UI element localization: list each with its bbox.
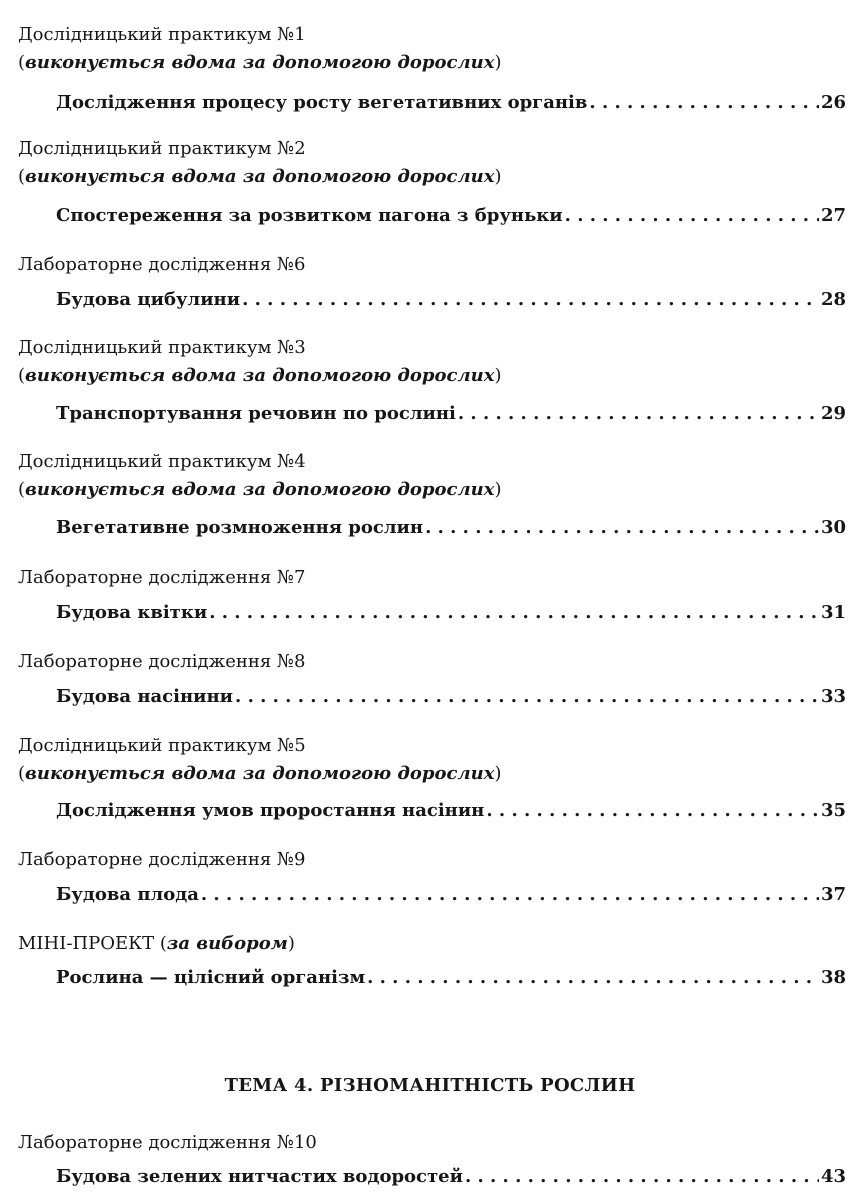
toc-entry[interactable] (56, 288, 846, 312)
paren-open: ( (18, 763, 26, 784)
toc-entry-page: 37 (820, 884, 846, 905)
toc-note-practicum-3 (18, 364, 846, 388)
toc-note-practicum-5 (18, 762, 846, 786)
toc-heading-practicum-4: Дослідницький практикум №4 (18, 451, 306, 472)
toc-entry-title: Рослина — цілісний організм (56, 967, 366, 988)
toc-entry[interactable] (56, 966, 846, 990)
dot-leader (367, 966, 819, 990)
paren-close: ) (287, 933, 295, 954)
paren-close: ) (494, 166, 502, 187)
toc-entry-title: Будова цибулини (56, 289, 241, 310)
toc-entry[interactable] (56, 516, 846, 540)
toc-entry[interactable] (56, 1165, 846, 1189)
toc-entry[interactable] (56, 685, 846, 709)
toc-entry-title: Спостереження за розвитком пагона з бруньки (56, 205, 563, 226)
paren-close: ) (494, 763, 502, 784)
paren-open: ( (159, 933, 167, 954)
dot-leader (486, 799, 819, 823)
toc-entry-title: Транспортування речовин по рослині (56, 403, 456, 424)
dot-leader (235, 685, 819, 709)
dot-leader (201, 883, 819, 907)
toc-note-text: виконується вдома за допомогою дорослих (25, 763, 495, 784)
toc-note-practicum-2 (18, 165, 846, 189)
toc-entry-title: Дослідження процесу росту вегетативних органів (56, 92, 588, 113)
paren-close: ) (494, 479, 502, 500)
toc-heading-lab-10: Лабораторне дослідження №10 (18, 1132, 317, 1153)
dot-leader (209, 601, 819, 625)
toc-heading-practicum-2: Дослідницький практикум №2 (18, 138, 306, 159)
toc-entry-page: 33 (820, 686, 846, 707)
toc-heading-practicum-1: Дослідницький практикум №1 (18, 24, 306, 45)
toc-entry[interactable] (56, 601, 846, 625)
paren-open: ( (18, 166, 26, 187)
paren-open: ( (18, 479, 26, 500)
toc-heading-practicum-3: Дослідницький практикум №3 (18, 337, 306, 358)
toc-heading-lab-9: Лабораторне дослідження №9 (18, 849, 306, 870)
toc-heading-lab-8: Лабораторне дослідження №8 (18, 651, 306, 672)
paren-open: ( (18, 365, 26, 386)
mini-project-note: за вибором (166, 933, 288, 954)
toc-heading-practicum-5: Дослідницький практикум №5 (18, 735, 306, 756)
toc-entry-page: 28 (820, 289, 846, 310)
toc-entry[interactable] (56, 402, 846, 426)
toc-entry[interactable] (56, 204, 846, 228)
toc-entry[interactable] (56, 91, 846, 115)
paren-close: ) (494, 52, 502, 73)
toc-heading-lab-6: Лабораторне дослідження №6 (18, 254, 306, 275)
toc-entry-title: Будова квітки (56, 602, 208, 623)
toc-entry-page: 27 (820, 205, 846, 226)
dot-leader (242, 288, 819, 312)
dot-leader (565, 204, 819, 228)
toc-heading-mini-project (18, 932, 846, 956)
paren-open: ( (18, 52, 26, 73)
toc-entry-title: Будова зелених нитчастих водоростей (56, 1166, 463, 1187)
section-title-topic-4: ТЕМА 4. РІЗНОМАНІТНІСТЬ РОСЛИН (224, 1075, 636, 1096)
toc-entry-page: 43 (820, 1166, 846, 1187)
mini-project-label: МІНІ-ПРОЕКТ (18, 933, 155, 954)
toc-note-practicum-4 (18, 478, 846, 502)
toc-entry-title: Дослідження умов проростання насінин (56, 800, 485, 821)
toc-entry-page: 29 (820, 403, 846, 424)
toc-note-text: виконується вдома за допомогою дорослих (25, 52, 495, 73)
toc-entry[interactable] (56, 883, 846, 907)
toc-entry-title: Вегетативне розмноження рослин (56, 517, 424, 538)
dot-leader (589, 91, 819, 115)
toc-note-practicum-1 (18, 51, 846, 75)
toc-entry-page: 35 (820, 800, 846, 821)
toc-entry-page: 30 (820, 517, 846, 538)
toc-heading-lab-7: Лабораторне дослідження №7 (18, 567, 306, 588)
toc-note-text: виконується вдома за допомогою дорослих (25, 365, 495, 386)
toc-entry-page: 31 (820, 602, 846, 623)
dot-leader (425, 516, 819, 540)
toc-note-text: виконується вдома за допомогою дорослих (25, 166, 495, 187)
toc-entry-page: 38 (820, 967, 846, 988)
toc-entry-title: Будова насінини (56, 686, 234, 707)
toc-note-text: виконується вдома за допомогою дорослих (25, 479, 495, 500)
toc-entry-page: 26 (820, 92, 846, 113)
toc-entry[interactable] (56, 799, 846, 823)
paren-close: ) (494, 365, 502, 386)
dot-leader (458, 402, 819, 426)
toc-entry-title: Будова плода (56, 884, 199, 905)
dot-leader (465, 1165, 819, 1189)
